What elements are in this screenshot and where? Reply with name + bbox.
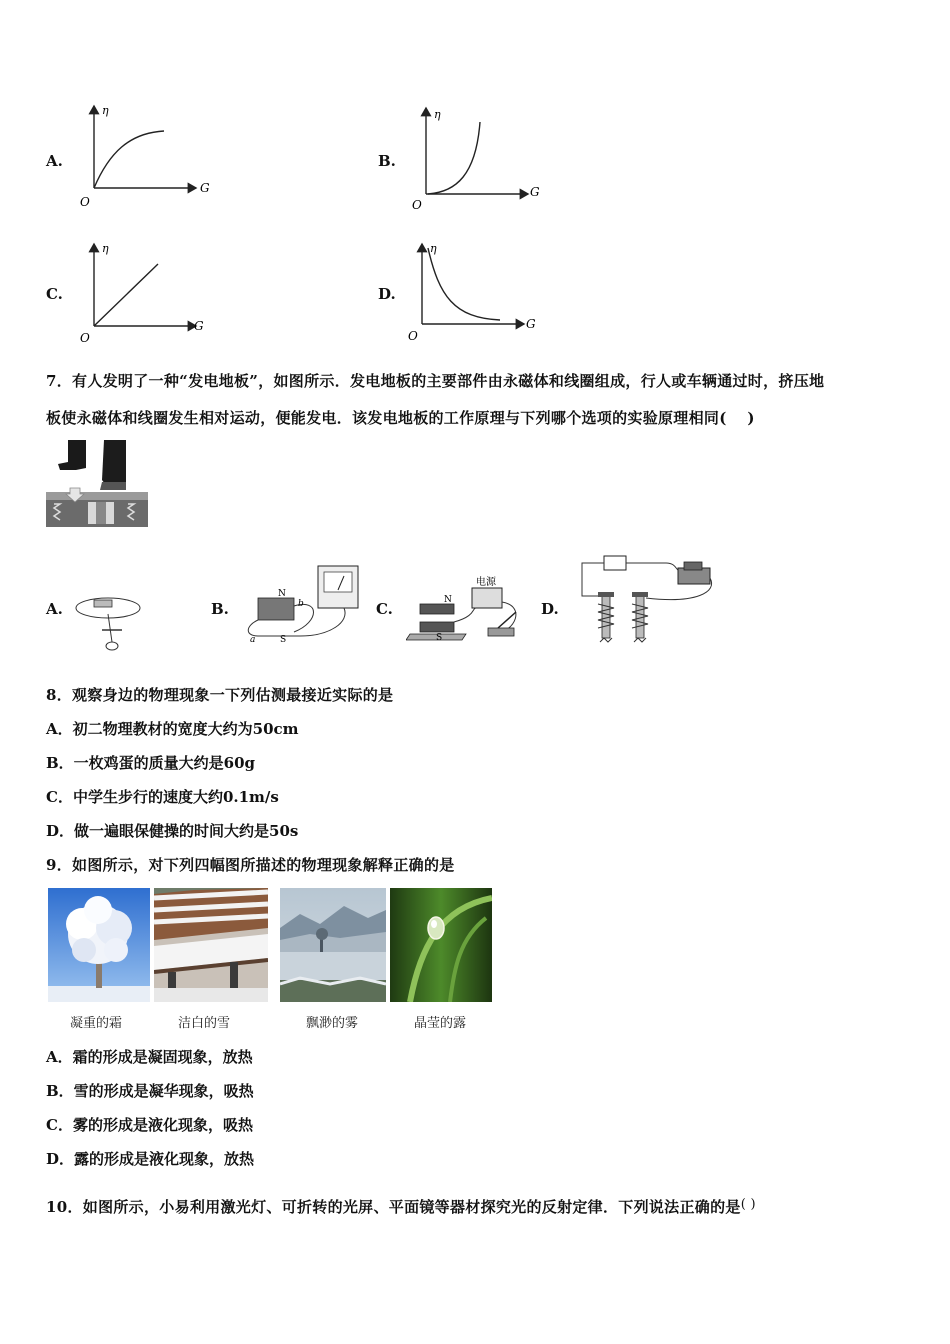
curve: [94, 131, 164, 188]
q10-stem: [46, 1196, 756, 1217]
option-d-label: D.: [378, 285, 396, 303]
power-floor-figure: [46, 440, 148, 530]
snow-photo: [154, 888, 268, 1002]
y-axis-label: η: [430, 242, 437, 255]
q7-figure-b: [240, 562, 366, 650]
x-axis-label: G: [530, 185, 540, 199]
floor-top: [46, 492, 148, 500]
battery: [94, 600, 112, 607]
curve: [428, 248, 500, 320]
x-axis-label: G: [194, 319, 204, 333]
snow-caption: 洁白的雪: [177, 1016, 230, 1031]
q7-option-b-label: B.: [211, 600, 229, 618]
north-pole-label: N: [444, 595, 452, 605]
q8-stem: 8．观察身边的物理现象一下列估测最接近实际的是: [46, 686, 394, 704]
frost-photo: [48, 888, 150, 1002]
q9-choice-b[interactable]: B．雪的形成是凝华现象，吸热: [46, 1082, 254, 1100]
graph-b: [406, 100, 556, 212]
power-supply: [472, 588, 502, 608]
q7-option-d-label: D.: [541, 600, 559, 618]
magnet-bottom: [420, 622, 454, 632]
origin-label: O: [412, 198, 422, 212]
fog-caption: 飘渺的雾: [305, 1016, 358, 1031]
x-axis-label: G: [526, 317, 536, 331]
y-axis-label: η: [434, 108, 441, 121]
right-shoe: [100, 482, 126, 490]
line: [94, 264, 158, 326]
q9-choice-a[interactable]: A．霜的形成是凝固现象，放热: [46, 1048, 253, 1066]
right-leg: [102, 440, 126, 488]
q7-stem-line2: 板使永磁体和线圈发生相对运动，便能发电．该发电地板的工作原理与下列哪个选项的实验原理相同( ): [46, 409, 755, 427]
q7-figure-d: [576, 552, 722, 648]
battery-box: [604, 556, 626, 570]
option-b-label: B.: [378, 152, 396, 170]
dew-caption: 晶莹的露: [413, 1016, 466, 1031]
option-c-label: C.: [46, 285, 63, 303]
nail-head-right: [632, 592, 648, 597]
graph-c: [74, 236, 224, 348]
magnet-core: [96, 502, 106, 524]
q7-stem-line1: 7．有人发明了一种“发电地板”，如图所示．发电地板的主要部件由永磁体和线圈组成，行人或车辆通过时，挤压地: [46, 372, 825, 390]
graph-a: [74, 98, 224, 210]
left-shoe: [58, 440, 86, 470]
wire: [454, 608, 476, 622]
point-a-label: a: [250, 635, 256, 645]
wire: [300, 608, 345, 636]
point-b-label: b: [298, 599, 304, 609]
switch-lever: [684, 562, 702, 570]
dew-photo: [390, 888, 492, 1002]
fog-photo: [280, 888, 386, 1002]
x-axis-label: G: [200, 181, 210, 195]
q8-choice-c[interactable]: C．中学生步行的速度大约0.1m/s: [46, 788, 279, 806]
curve: [428, 122, 480, 194]
iron-filings: [600, 638, 646, 642]
q8-choice-a[interactable]: A．初二物理教材的宽度大约为50cm: [46, 720, 299, 738]
q9-choice-c[interactable]: C．雾的形成是液化现象，吸热: [46, 1116, 253, 1134]
origin-label: O: [80, 331, 90, 345]
compass-base: [106, 642, 118, 650]
switch-lever: [498, 612, 516, 628]
q10-stem-text: 10．如图所示，小易利用激光灯、可折转的光屏、平面镜等器材探究光的反射定律．下列说法正确的是: [46, 1198, 741, 1216]
q10-answer-bracket: ( ): [740, 1197, 756, 1212]
y-axis-label: η: [102, 104, 109, 117]
q8-choice-d[interactable]: D．做一遍眼保健操的时间大约是50s: [46, 822, 299, 840]
origin-label: O: [408, 329, 418, 343]
option-a-label: A.: [46, 152, 63, 170]
magnet-block: [258, 598, 294, 620]
q7-figure-c: [406, 572, 536, 646]
wire: [248, 620, 300, 636]
south-pole-label: S: [280, 635, 287, 645]
frost-caption: 凝重的霜: [69, 1016, 122, 1031]
power-supply-label: 电源: [476, 577, 496, 588]
q9-stem: 9．如图所示，对下列四幅图所描述的物理现象解释正确的是: [46, 856, 455, 874]
switch: [488, 628, 514, 636]
q8-choice-b[interactable]: B．一枚鸡蛋的质量大约是60g: [46, 754, 256, 772]
wire: [626, 563, 680, 572]
south-pole-label: S: [436, 633, 443, 643]
y-axis-label: η: [102, 242, 109, 255]
switch-base: [678, 568, 710, 584]
q7-option-c-label: C.: [376, 600, 393, 618]
graph-d: [404, 236, 554, 348]
q9-choice-d[interactable]: D．露的形成是液化现象，放热: [46, 1150, 255, 1168]
magnet-top: [420, 604, 454, 614]
wire: [582, 563, 604, 596]
north-pole-label: N: [278, 589, 286, 599]
nail-head-left: [598, 592, 614, 597]
q7-option-a-label: A.: [46, 600, 63, 618]
origin-label: O: [80, 195, 90, 209]
q7-figure-a: [72, 586, 146, 656]
